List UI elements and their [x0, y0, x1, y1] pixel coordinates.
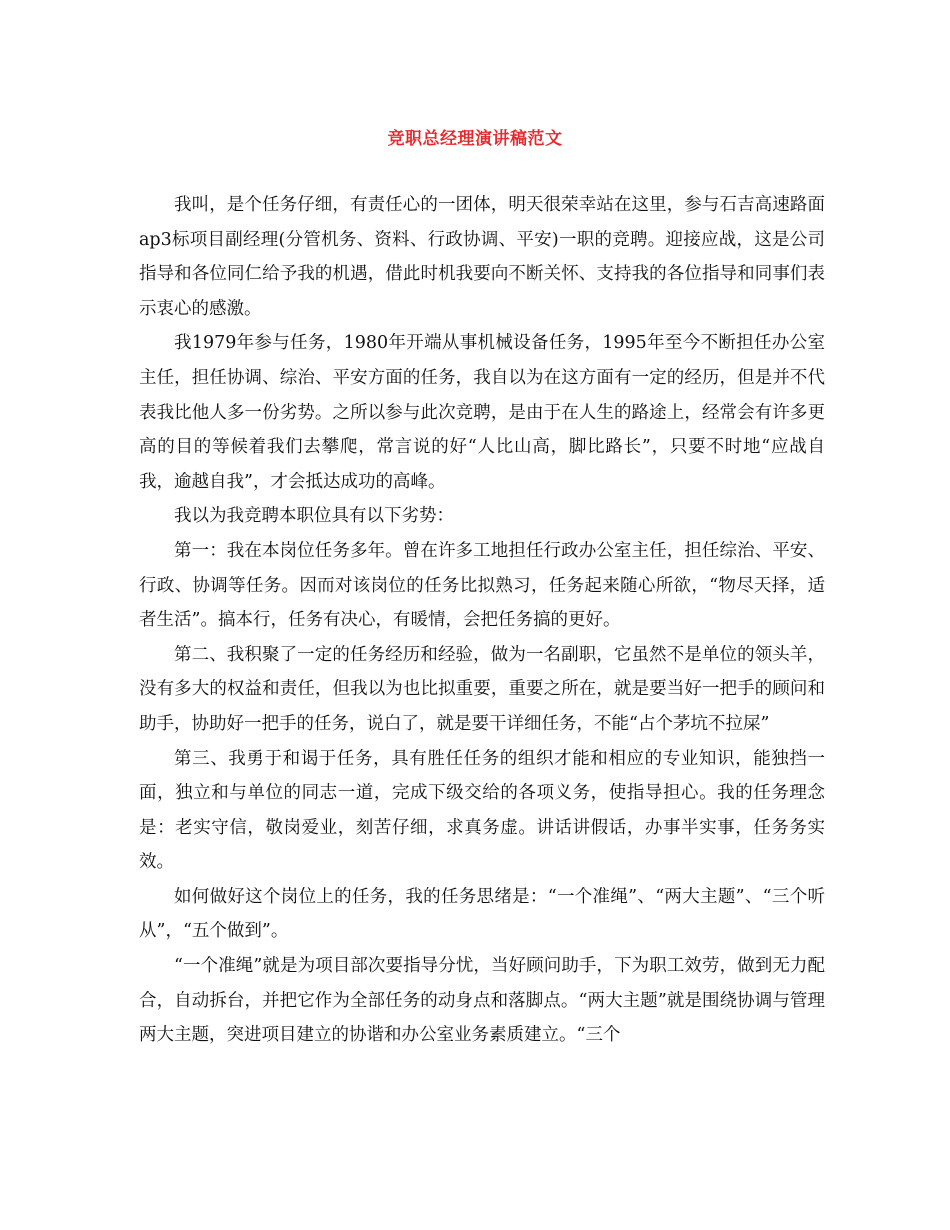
- paragraph: 我叫，是个任务仔细，有责任心的一团体，明天很荣幸站在这里，参与石吉高速路面ap3标项目副经理(分管机务、资料、行政协调、平安)一职的竞聘。迎接应战，这是公司指导和各位同仁给予我的机遇，借此时机我要向不断关怀、支持我的各位指导和同事们表示衷心的感激。: [139, 195, 825, 319]
- paragraph: 第二、我积聚了一定的任务经历和经验，做为一名副职，它虽然不是单位的领头羊，没有多大的权益和责任，但我以为也比拟重要，重要之所在，就是要当好一把手的顾问和助手，协助好一把手的任务，说白了，就是要干详细任务，不能“占个茅坑不拉屎”: [139, 644, 825, 734]
- paragraph: 我1979年参与任务，1980年开端从事机械设备任务，1995年至今不断担任办公室主任，担任协调、综治、平安方面的任务，我自以为在这方面有一定的经历，但是并不代表我比他人多一份劣势。之所以参与此次竞聘，是由于在人生的路途上，经常会有许多更高的目的等候着我们去攀爬，常言说的好“人比山高，脚比路长”，只要不时地“应战自我，逾越自我”，才会抵达成功的高峰。: [139, 333, 825, 492]
- paragraph: 第三、我勇于和谒于任务，具有胜任任务的组织才能和相应的专业知识，能独挡一面，独立和与单位的同志一道，完成下级交给的各项义务，使指导担心。我的任务理念是：老实守信，敬岗爱业，刻苦仔细，求真务虚。讲话讲假话，办事半实事，任务务实效。: [139, 748, 825, 873]
- paragraph: 第一：我在本岗位任务多年。曾在许多工地担任行政办公室主任，担任综治、平安、行政、协调等任务。因而对该岗位的任务比拟熟习，任务起来随心所欲，“物尽天择，适者生活”。搞本行，任务有决心，有暖情，会把任务搞的更好。: [139, 540, 825, 631]
- document-title: 竞职总经理演讲稿范文: [387, 129, 563, 149]
- paragraph: 如何做好这个岗位上的任务，我的任务思绪是：“一个准绳”、“两大主题”、“三个听从”，“五个做到”。: [139, 886, 825, 942]
- paragraph: “一个准绳”就是为项目部次要指导分忧，当好顾问助手，下为职工效劳，做到无力配合，自动拆台，并把它作为全部任务的动身点和落脚点。“两大主题”就是围绕协调与管理两大主题，突进项目建立的协谐和办公室业务素质建立。“三个: [139, 956, 825, 1046]
- document-body: [139, 188, 825, 1053]
- paragraph: 我以为我竞聘本职位具有以下劣势：: [174, 506, 454, 527]
